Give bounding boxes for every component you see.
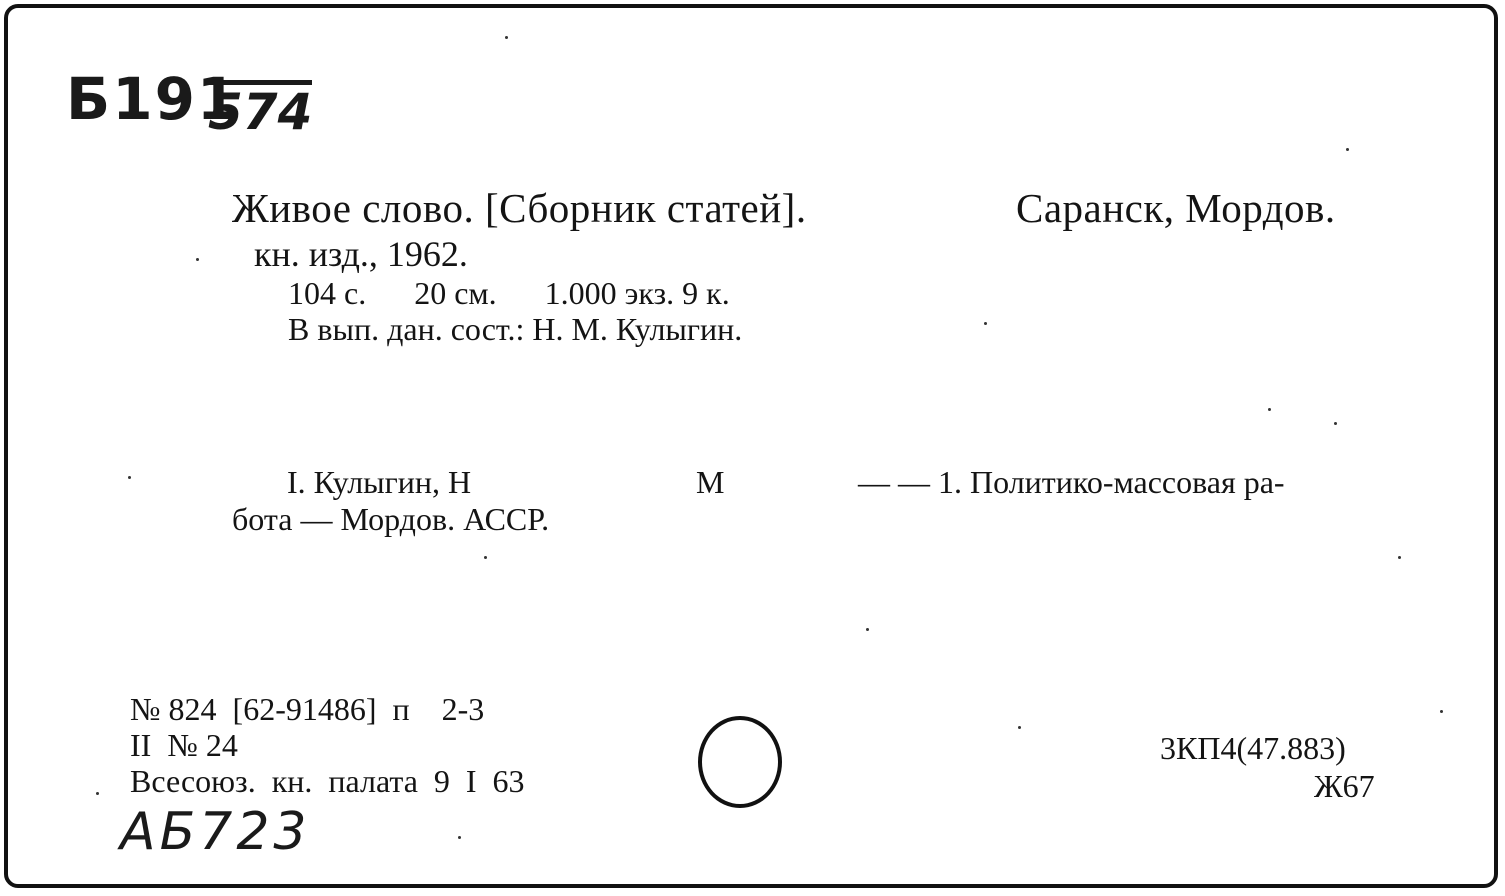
speck [96, 792, 99, 795]
imprint: кн. изд., 1962. [254, 234, 468, 274]
tracing-initial: М [696, 464, 725, 500]
speck [1018, 726, 1021, 729]
tracing-subject: — — 1. Политико-массовая ра- [858, 464, 1285, 500]
speck [984, 322, 987, 325]
registry-series: II № 24 [130, 727, 238, 763]
speck [866, 628, 869, 631]
punch-hole [698, 716, 782, 808]
speck [1346, 148, 1349, 151]
tracing-author: I. Кулыгин, Н [287, 464, 472, 500]
tracing-subject-cont: бота — Мордов. АССР. [232, 501, 550, 537]
shelfmark-sub: 574 [208, 80, 312, 137]
speck [1440, 710, 1443, 713]
speck [1398, 556, 1401, 559]
author-mark: Ж67 [1314, 768, 1375, 804]
shelfmark-main: Б191 [66, 65, 240, 133]
registry-chamber: Всесоюз. кн. палата 9 I 63 [130, 763, 525, 799]
card-title: Живое слово. [Сборник статей]. [232, 185, 807, 231]
registry-number: № 824 [62-91486] п 2-3 [130, 691, 485, 727]
speck [128, 476, 131, 479]
speck [505, 36, 508, 39]
accession-number: АБ723 [120, 802, 311, 862]
speck [196, 258, 199, 261]
classification-code: 3КП4(47.883) [1160, 730, 1346, 766]
speck [484, 556, 487, 559]
speck [458, 836, 461, 839]
compiler-note: В вып. дан. сост.: Н. М. Кулыгин. [288, 311, 743, 347]
physical-description: 104 с. 20 см. 1.000 экз. 9 к. [288, 275, 730, 311]
publication-place: Саранск, Мордов. [1016, 185, 1336, 231]
speck [1334, 422, 1337, 425]
speck [1268, 408, 1271, 411]
